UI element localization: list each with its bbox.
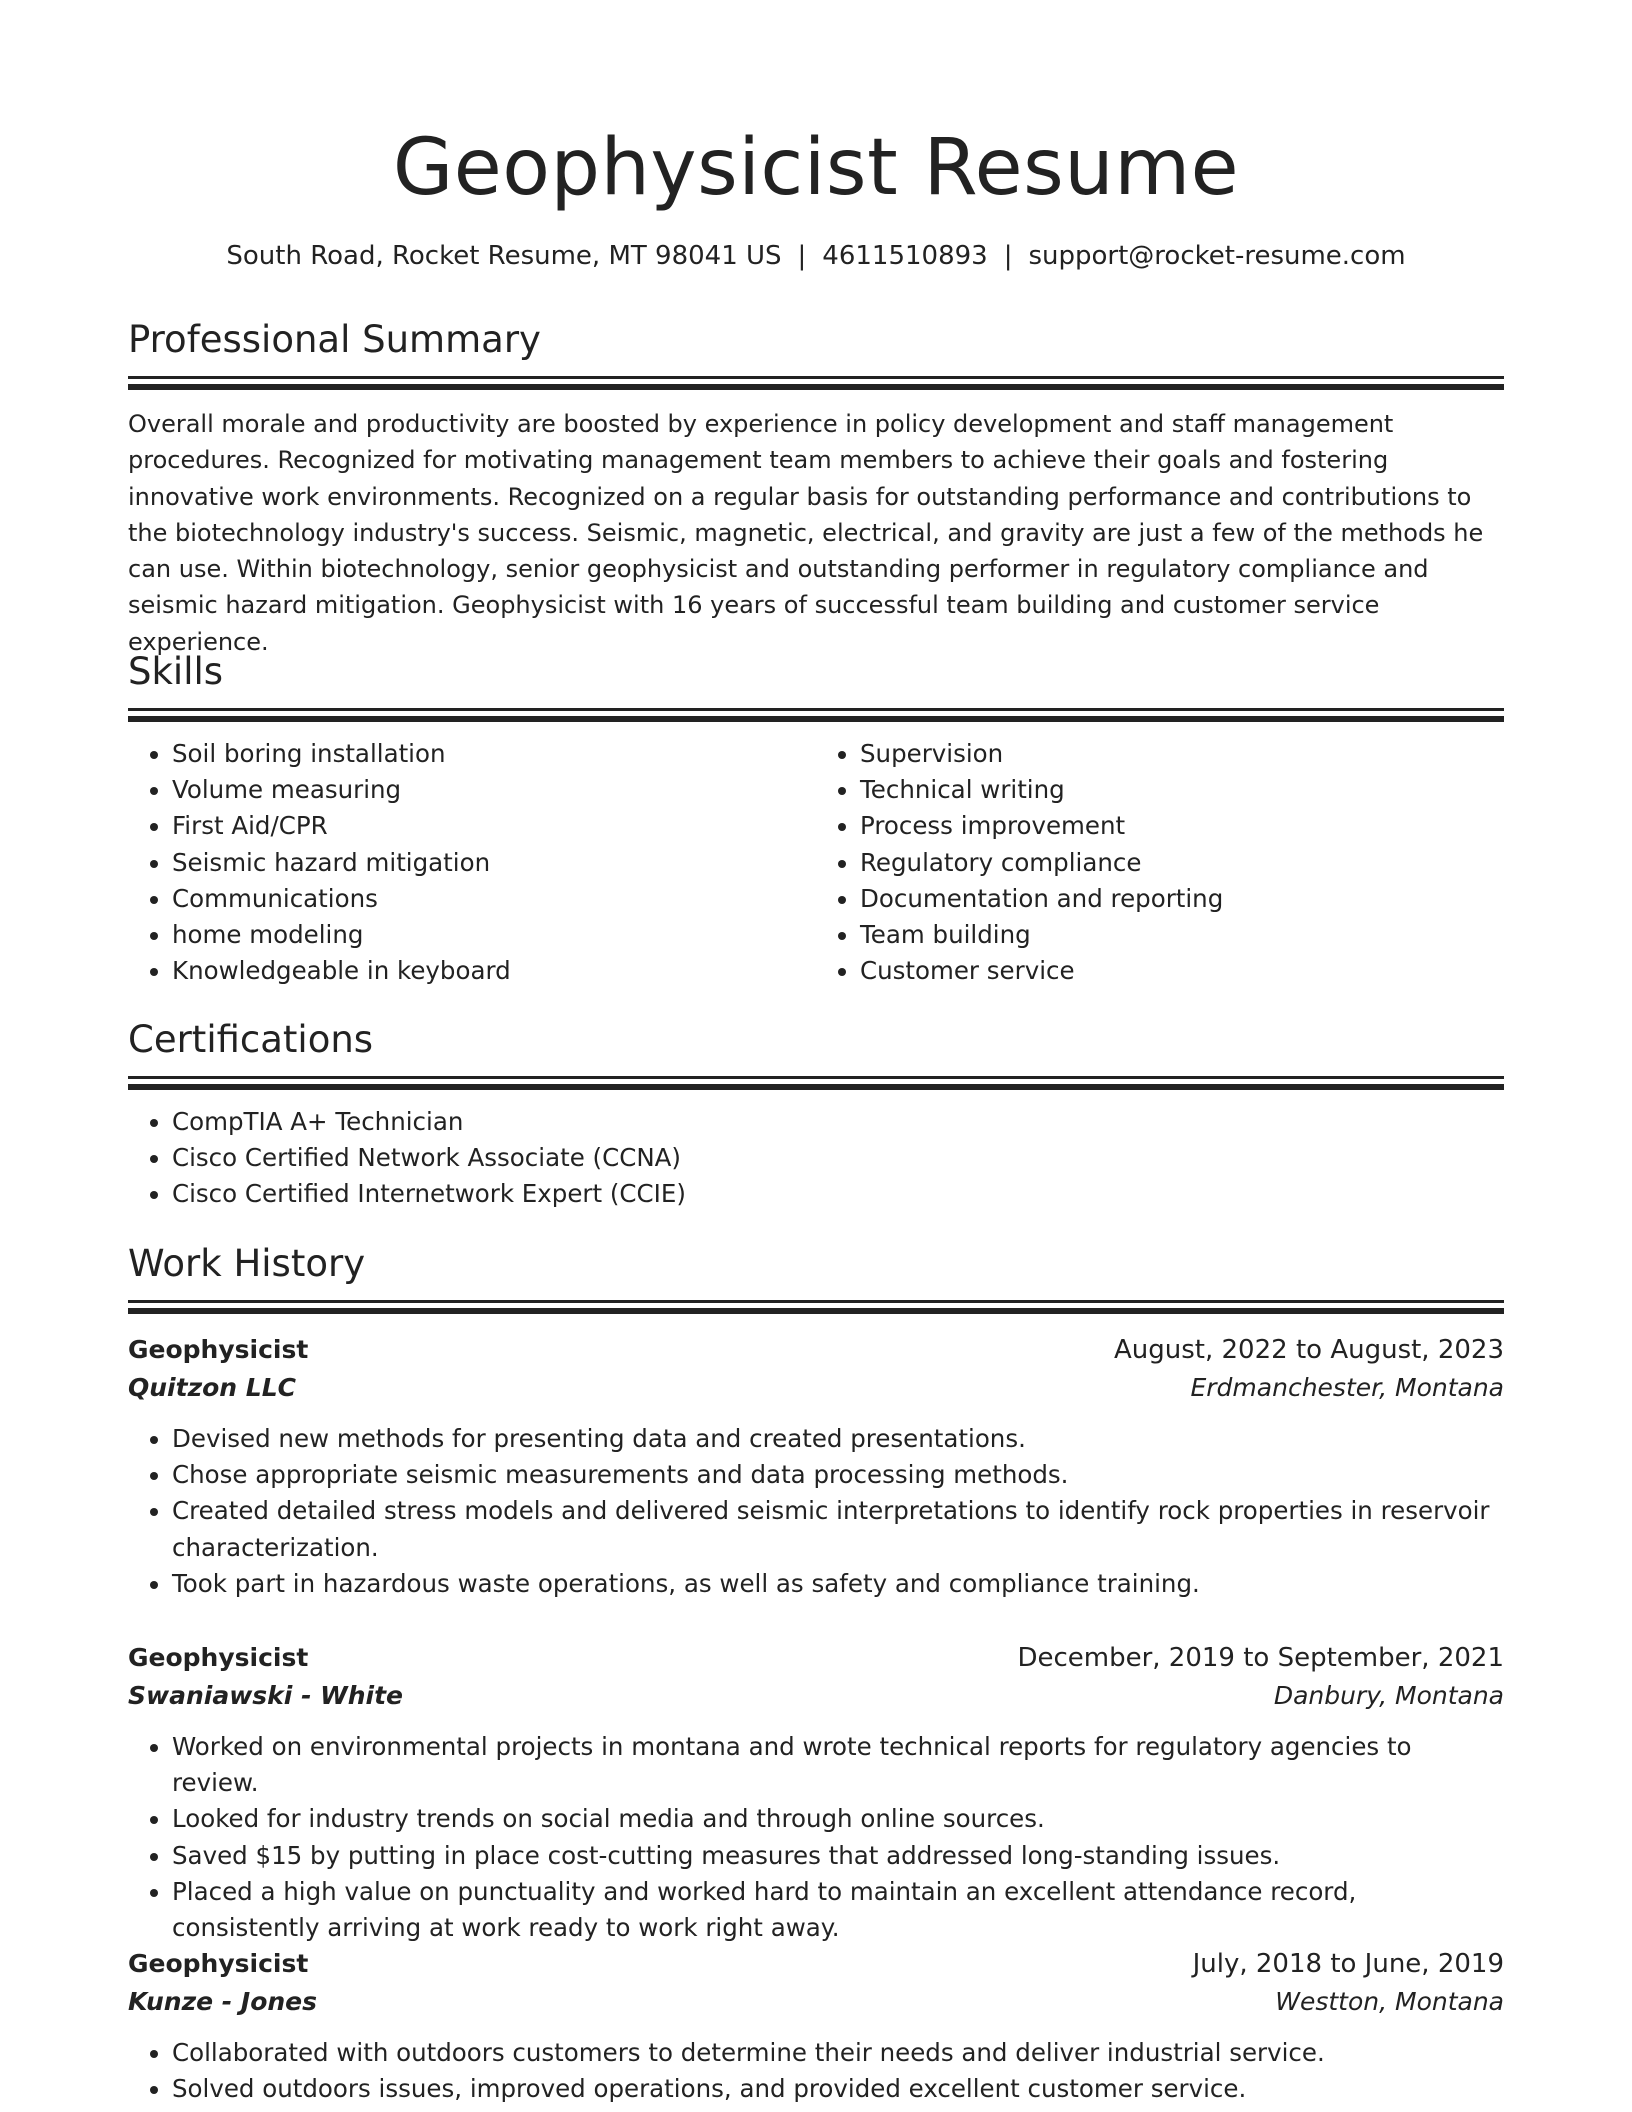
contact-separator: | bbox=[797, 241, 807, 271]
skill-item: • Team building bbox=[860, 917, 1504, 953]
section-divider bbox=[128, 708, 1504, 711]
skills-list-left bbox=[128, 736, 816, 989]
section-heading-summary: Professional Summary bbox=[128, 318, 541, 361]
skill-item: • Knowledgeable in keyboard bbox=[172, 953, 816, 989]
skill-item: • Customer service bbox=[860, 953, 1504, 989]
skill-item: • Volume measuring bbox=[172, 772, 816, 808]
section-heading-work-history: Work History bbox=[128, 1242, 366, 1285]
section-divider bbox=[128, 1076, 1504, 1079]
job-bullets bbox=[128, 2035, 1504, 2107]
certifications-section bbox=[128, 1016, 1504, 1213]
contact-phone: 4611510893 bbox=[822, 241, 988, 271]
section-divider bbox=[128, 1308, 1504, 1314]
job-title: Geophysicist bbox=[128, 1335, 309, 1364]
job-entry bbox=[128, 1331, 1504, 1602]
skill-item: • Process improvement bbox=[860, 808, 1504, 844]
job-location: Erdmanchester, Montana bbox=[1190, 1373, 1504, 1402]
work-history-section bbox=[128, 1240, 1504, 1314]
skill-item: • First Aid/CPR bbox=[172, 808, 816, 844]
job-entry bbox=[128, 1639, 1504, 1946]
skill-item: • home modeling bbox=[172, 917, 816, 953]
job-bullet: • Solved outdoors issues, improved operations, and provided excellent customer service. bbox=[172, 2071, 1504, 2107]
skill-item: • Communications bbox=[172, 881, 816, 917]
skills-section bbox=[128, 648, 1504, 989]
job-title: Geophysicist bbox=[128, 1643, 309, 1672]
skill-item: • Seismic hazard mitigation bbox=[172, 845, 816, 881]
section-divider bbox=[128, 384, 1504, 390]
certification-item: • Cisco Certified Internetwork Expert (CCIE) bbox=[172, 1176, 1504, 1212]
job-company: Quitzon LLC bbox=[128, 1373, 297, 1402]
summary-text: Overall morale and productivity are boosted by experience in policy development and staff management procedures. Recognized for motivating management team members to achieve their goals and fostering innovative work environments. Recognized on a regular basis for outstanding performance and contributions to the biotechnology industry's success. Seismic, magnetic, electrical, and gravity are just a few of the methods he can use. Within biotechnology, senior geophysicist and outstanding performer in regulatory compliance and seismic hazard mitigation. Geophysicist with 16 years of successful team building and customer service experience. bbox=[128, 410, 1484, 656]
certification-item: • CompTIA A+ Technician bbox=[172, 1104, 1504, 1140]
skills-columns bbox=[128, 736, 1504, 989]
certifications-list bbox=[128, 1104, 1504, 1213]
job-bullet: • Saved $15 by putting in place cost-cutting measures that addressed long-standing issues. bbox=[172, 1838, 1504, 1874]
job-location: Danbury, Montana bbox=[1273, 1681, 1504, 1710]
job-dates: July, 2018 to June, 2019 bbox=[1192, 1949, 1504, 1979]
section-heading-certifications: Certifications bbox=[128, 1018, 374, 1061]
section-heading-skills: Skills bbox=[128, 650, 224, 693]
job-bullet: • Created detailed stress models and delivered seismic interpretations to identify rock properties in reservoir characterization. bbox=[172, 1493, 1504, 1565]
summary-section bbox=[128, 316, 1504, 660]
job-company: Kunze - Jones bbox=[128, 1987, 318, 2016]
job-bullets bbox=[128, 1421, 1504, 1602]
contact-email: support@rocket-resume.com bbox=[1028, 241, 1406, 271]
job-dates: December, 2019 to September, 2021 bbox=[1017, 1643, 1504, 1673]
section-divider bbox=[128, 376, 1504, 379]
job-dates: August, 2022 to August, 2023 bbox=[1114, 1335, 1504, 1365]
skill-item: • Regulatory compliance bbox=[860, 845, 1504, 881]
job-bullet: • Looked for industry trends on social media and through online sources. bbox=[172, 1801, 1504, 1837]
job-bullet: • Devised new methods for presenting data and created presentations. bbox=[172, 1421, 1504, 1457]
skill-item: • Technical writing bbox=[860, 772, 1504, 808]
section-divider bbox=[128, 716, 1504, 722]
section-divider bbox=[128, 1300, 1504, 1303]
job-bullets bbox=[128, 1729, 1504, 1946]
skill-item: • Soil boring installation bbox=[172, 736, 816, 772]
contact-line bbox=[128, 238, 1504, 274]
contact-separator: | bbox=[1003, 241, 1013, 271]
skill-item: • Supervision bbox=[860, 736, 1504, 772]
skill-item: • Documentation and reporting bbox=[860, 881, 1504, 917]
job-bullet: • Collaborated with outdoors customers to determine their needs and deliver industrial service. bbox=[172, 2035, 1504, 2071]
job-title: Geophysicist bbox=[128, 1949, 309, 1978]
resume-title: Geophysicist Resume bbox=[392, 123, 1240, 213]
section-divider bbox=[128, 1084, 1504, 1090]
job-entry bbox=[128, 1945, 1504, 2107]
job-company: Swaniawski - White bbox=[128, 1681, 404, 1710]
skills-list-right bbox=[816, 736, 1504, 989]
certification-item: • Cisco Certified Network Associate (CCNA) bbox=[172, 1140, 1504, 1176]
job-bullet: • Placed a high value on punctuality and worked hard to maintain an excellent attendance record, consistently arriving at work ready to work right away. bbox=[172, 1874, 1504, 1946]
job-bullet: • Took part in hazardous waste operations, as well as safety and compliance training. bbox=[172, 1566, 1504, 1602]
job-bullet: • Chose appropriate seismic measurements and data processing methods. bbox=[172, 1457, 1504, 1493]
job-location: Westton, Montana bbox=[1275, 1987, 1504, 2016]
contact-address: South Road, Rocket Resume, MT 98041 US bbox=[226, 241, 782, 271]
job-bullet: • Worked on environmental projects in montana and wrote technical reports for regulatory agencies to review. bbox=[172, 1729, 1504, 1801]
